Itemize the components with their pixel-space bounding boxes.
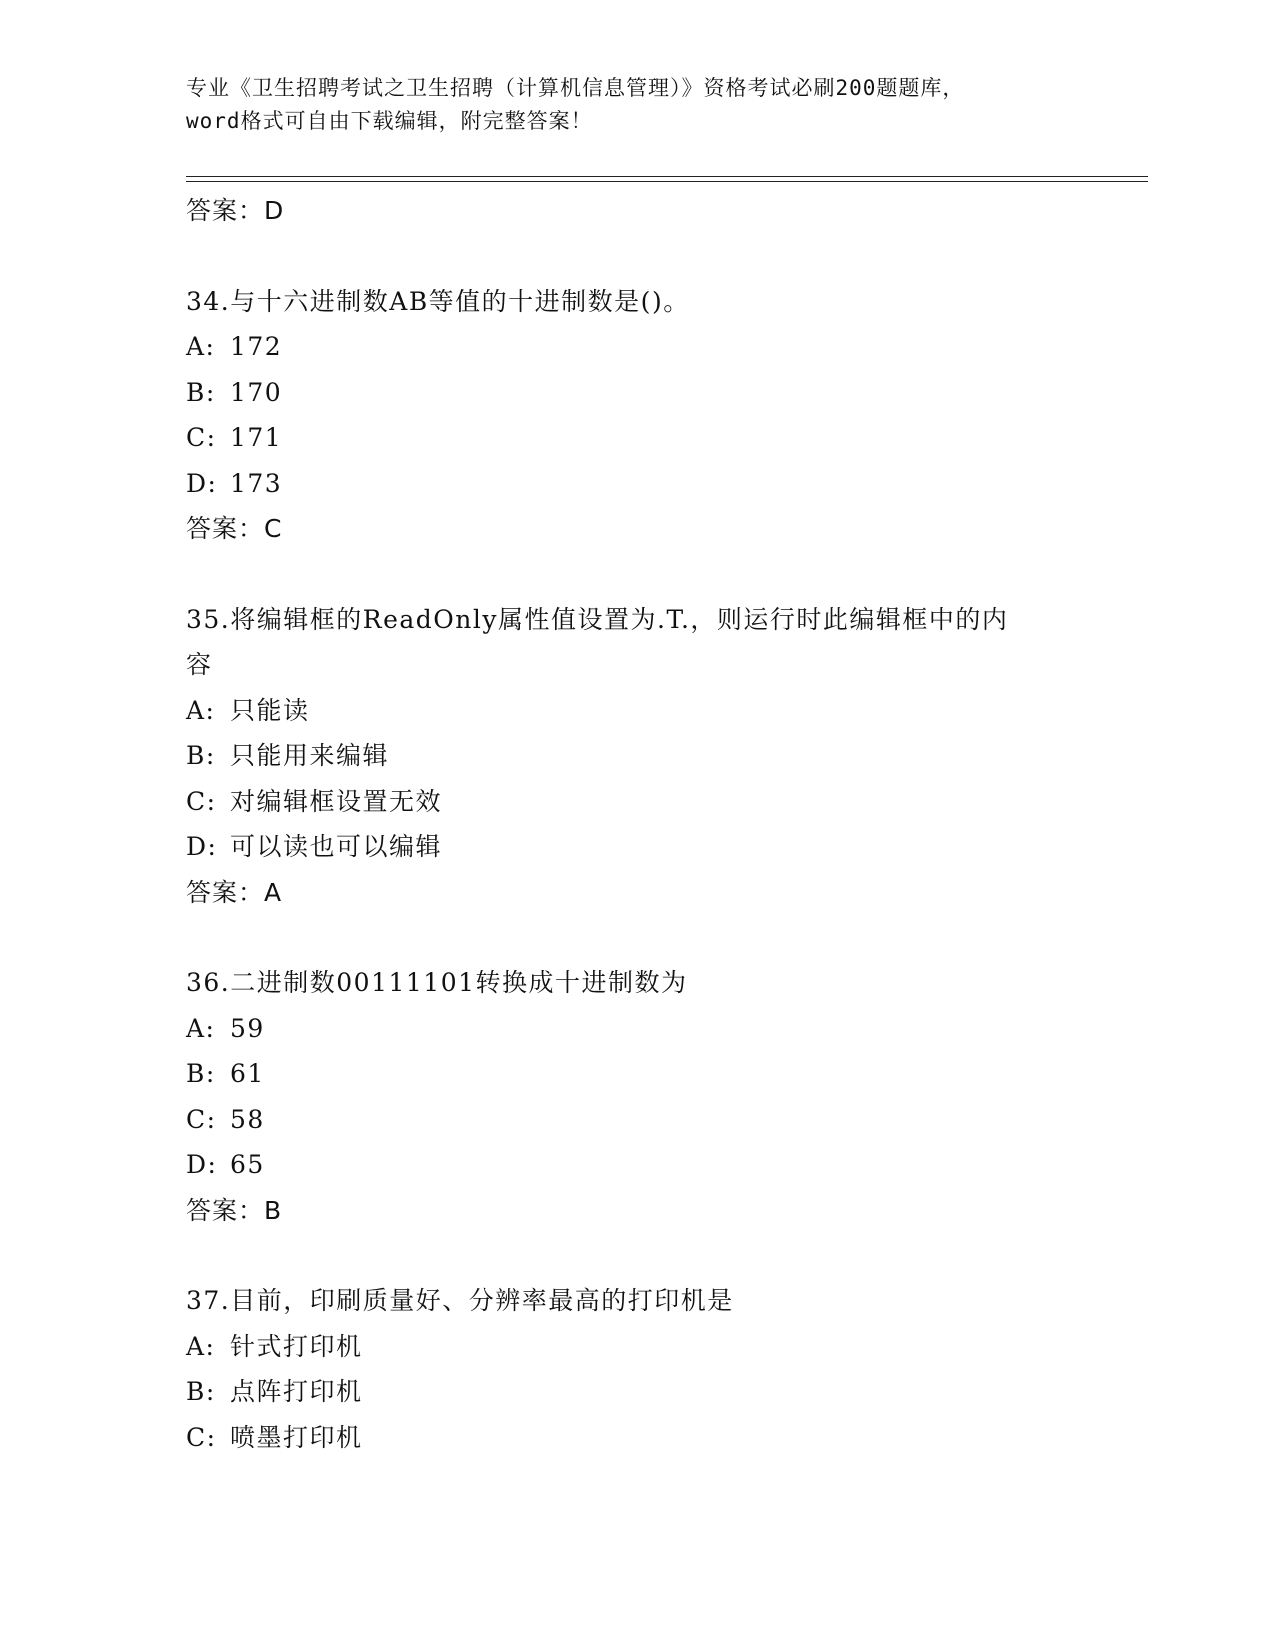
spacer — [186, 915, 1086, 960]
option-label: C: — [186, 423, 217, 452]
option-c — [186, 1415, 1086, 1461]
question-stem: 37.目前，印刷质量好、分辨率最高的打印机是 — [186, 1286, 734, 1315]
option-label: A: — [186, 695, 216, 725]
option-text: 只能用来编辑 — [230, 741, 390, 770]
option-text: 170 — [230, 377, 283, 407]
question-35 — [186, 597, 1086, 916]
option-label: C: — [186, 1422, 217, 1452]
option-text: 59 — [230, 1013, 265, 1043]
option-d — [186, 1142, 1086, 1188]
option-label: B: — [186, 1059, 216, 1088]
answer: 答案：C — [186, 514, 283, 543]
spacer — [186, 552, 1086, 597]
header-line-1: 专业《卫生招聘考试之卫生招聘（计算机信息管理）》资格考试必刷200题题库， — [186, 76, 965, 100]
option-b — [186, 370, 1086, 416]
header-divider — [186, 176, 1148, 182]
option-text: 可以读也可以编辑 — [230, 832, 443, 861]
option-d — [186, 824, 1086, 870]
option-b — [186, 733, 1086, 779]
option-text: 171 — [230, 423, 283, 452]
option-label: B: — [186, 377, 216, 407]
option-label: D: — [186, 468, 218, 498]
option-a — [186, 324, 1086, 370]
option-text: 对编辑框设置无效 — [230, 786, 443, 816]
question-34 — [186, 279, 1086, 552]
option-a — [186, 688, 1086, 734]
option-d — [186, 461, 1086, 507]
document-header — [186, 72, 1086, 138]
option-label: A: — [186, 1331, 216, 1361]
option-text: 58 — [230, 1104, 265, 1134]
option-text: 61 — [230, 1059, 265, 1088]
option-label: A: — [186, 1013, 216, 1043]
question-stem: 34.与十六进制数AB等值的十进制数是()。 — [186, 286, 690, 316]
question-37 — [186, 1278, 1086, 1460]
option-text: 173 — [230, 468, 283, 498]
option-text: 喷墨打印机 — [230, 1422, 363, 1452]
option-label: C: — [186, 786, 217, 816]
option-label: B: — [186, 741, 216, 770]
option-label: A: — [186, 332, 216, 361]
question-stem: 35.将编辑框的ReadOnly属性值设置为.T.，则运行时此编辑框中的内 — [186, 604, 1009, 634]
spacer — [186, 234, 1086, 279]
option-text: 只能读 — [230, 695, 310, 725]
spacer — [186, 1233, 1086, 1278]
option-b — [186, 1051, 1086, 1097]
option-a — [186, 1006, 1086, 1052]
option-c — [186, 1097, 1086, 1143]
answer: 答案：B — [186, 1195, 283, 1225]
option-label: D: — [186, 1150, 218, 1179]
option-label: C: — [186, 1104, 217, 1134]
option-text: 点阵打印机 — [230, 1377, 363, 1406]
option-b — [186, 1369, 1086, 1415]
option-text: 65 — [230, 1150, 265, 1179]
header-line-2: word格式可自由下载编辑，附完整答案！ — [186, 109, 593, 133]
question-list — [186, 188, 1086, 1460]
option-text: 针式打印机 — [230, 1331, 363, 1361]
option-text: 172 — [230, 332, 283, 361]
option-label: D: — [186, 832, 218, 861]
option-c — [186, 415, 1086, 461]
question-36 — [186, 960, 1086, 1233]
question-stem-continued: 容 — [186, 650, 213, 679]
question-stem: 36.二进制数00111101转换成十进制数为 — [186, 968, 688, 997]
answer: 答案：A — [186, 877, 283, 907]
previous-answer: 答案：D — [186, 196, 285, 225]
option-c — [186, 779, 1086, 825]
option-a — [186, 1324, 1086, 1370]
option-label: B: — [186, 1377, 216, 1406]
